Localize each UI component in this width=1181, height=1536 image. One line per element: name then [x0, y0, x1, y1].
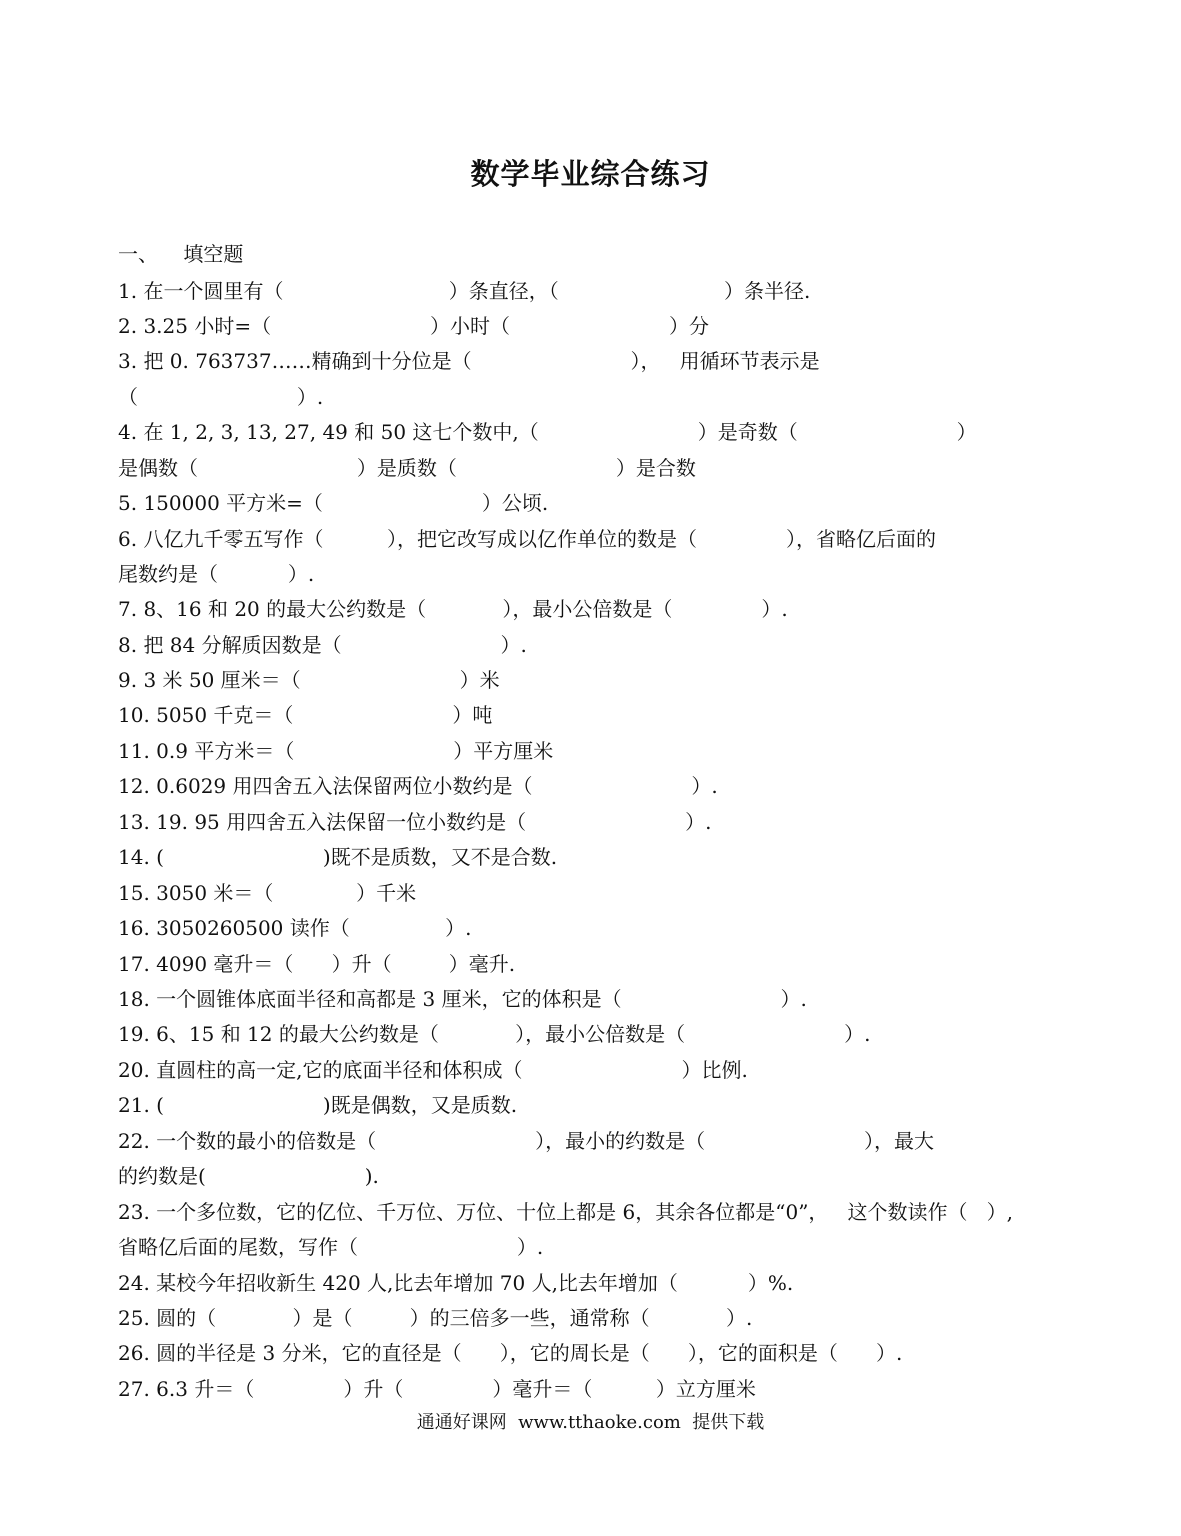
- question-line: 18. 一个圆锥体底面半径和高都是 3 厘米，它的体积是（ ）.: [118, 987, 807, 1011]
- question-line: 6. 八亿九千零五写作（ ），把它改写成以亿作单位的数是（ ），省略亿后面的: [118, 527, 937, 551]
- question-line: 10. 5050 千克＝（ ）吨: [118, 703, 493, 727]
- question-line: 22. 一个数的最小的倍数是（ ），最小的约数是（ ），最大: [118, 1129, 935, 1153]
- question-line: 2. 3.25 小时=（ ）小时（ ）分: [118, 314, 709, 338]
- question-line: 4. 在 1, 2, 3, 13, 27, 49 和 50 这七个数中,（ ）是奇数（ ）: [118, 420, 977, 444]
- footer-text: 通通好课网 www.tthaoke.com 提供下载: [416, 1412, 765, 1433]
- question-line: 16. 3050260500 读作（ ）.: [118, 916, 472, 940]
- question-line: （ ）.: [118, 385, 324, 409]
- question-line: 是偶数（ ）是质数（ ）是合数: [118, 456, 696, 480]
- question-line: 15. 3050 米＝（ ）千米: [118, 881, 417, 905]
- question-line: 13. 19. 95 用四舍五入法保留一位小数约是（ ）.: [118, 810, 712, 834]
- question-line: 23. 一个多位数，它的亿位、千万位、万位、十位上都是 6，其余各位都是“0”， 这个数读作（ ）,: [118, 1200, 1013, 1224]
- question-line: 的约数是( ).: [118, 1164, 379, 1188]
- question-line: 9. 3 米 50 厘米＝（ ）米: [118, 668, 500, 692]
- question-line: 19. 6、15 和 12 的最大公约数是（ ），最小公倍数是（ ）.: [118, 1022, 871, 1046]
- page-title: 数学毕业综合练习: [470, 157, 711, 191]
- question-line: 12. 0.6029 用四舍五入法保留两位小数约是（ ）.: [118, 774, 718, 798]
- question-line: 3. 把 0. 763737……精确到十分位是（ ）， 用循环节表示是: [118, 349, 820, 373]
- question-line: 27. 6.3 升＝（ ）升（ ）毫升＝（ ）立方厘米: [118, 1377, 756, 1401]
- question-line: 11. 0.9 平方米＝（ ）平方厘米: [118, 739, 554, 763]
- question-line: 1. 在一个圆里有（ ）条直径，（ ）条半径.: [118, 279, 811, 303]
- question-line: 5. 150000 平方米=（ ）公顷.: [118, 491, 549, 515]
- question-line: 14. ( )既不是质数，又不是合数.: [118, 845, 558, 869]
- question-line: 7. 8、16 和 20 的最大公约数是（ ），最小公倍数是（ ）.: [118, 597, 788, 621]
- question-line: 省略亿后面的尾数，写作（ ）.: [118, 1235, 544, 1259]
- question-line: 20. 直圆柱的高一定,它的底面半径和体积成（ ）比例.: [118, 1058, 748, 1082]
- question-line: 21. ( )既是偶数，又是质数.: [118, 1093, 518, 1117]
- question-line: 26. 圆的半径是 3 分米，它的直径是（ ），它的周长是（ ），它的面积是（ ）.: [118, 1341, 903, 1365]
- question-line: 25. 圆的（ ）是（ ）的三倍多一些，通常称（ ）.: [118, 1306, 753, 1330]
- question-line: 24. 某校今年招收新生 420 人,比去年增加 70 人,比去年增加（ ）%.: [118, 1271, 794, 1295]
- question-line: 尾数约是（ ）.: [118, 562, 315, 586]
- question-line: 17. 4090 毫升＝（ ）升（ ）毫升.: [118, 952, 516, 976]
- section-heading: 一、 填空题: [118, 242, 244, 266]
- question-line: 8. 把 84 分解质因数是（ ）.: [118, 633, 527, 657]
